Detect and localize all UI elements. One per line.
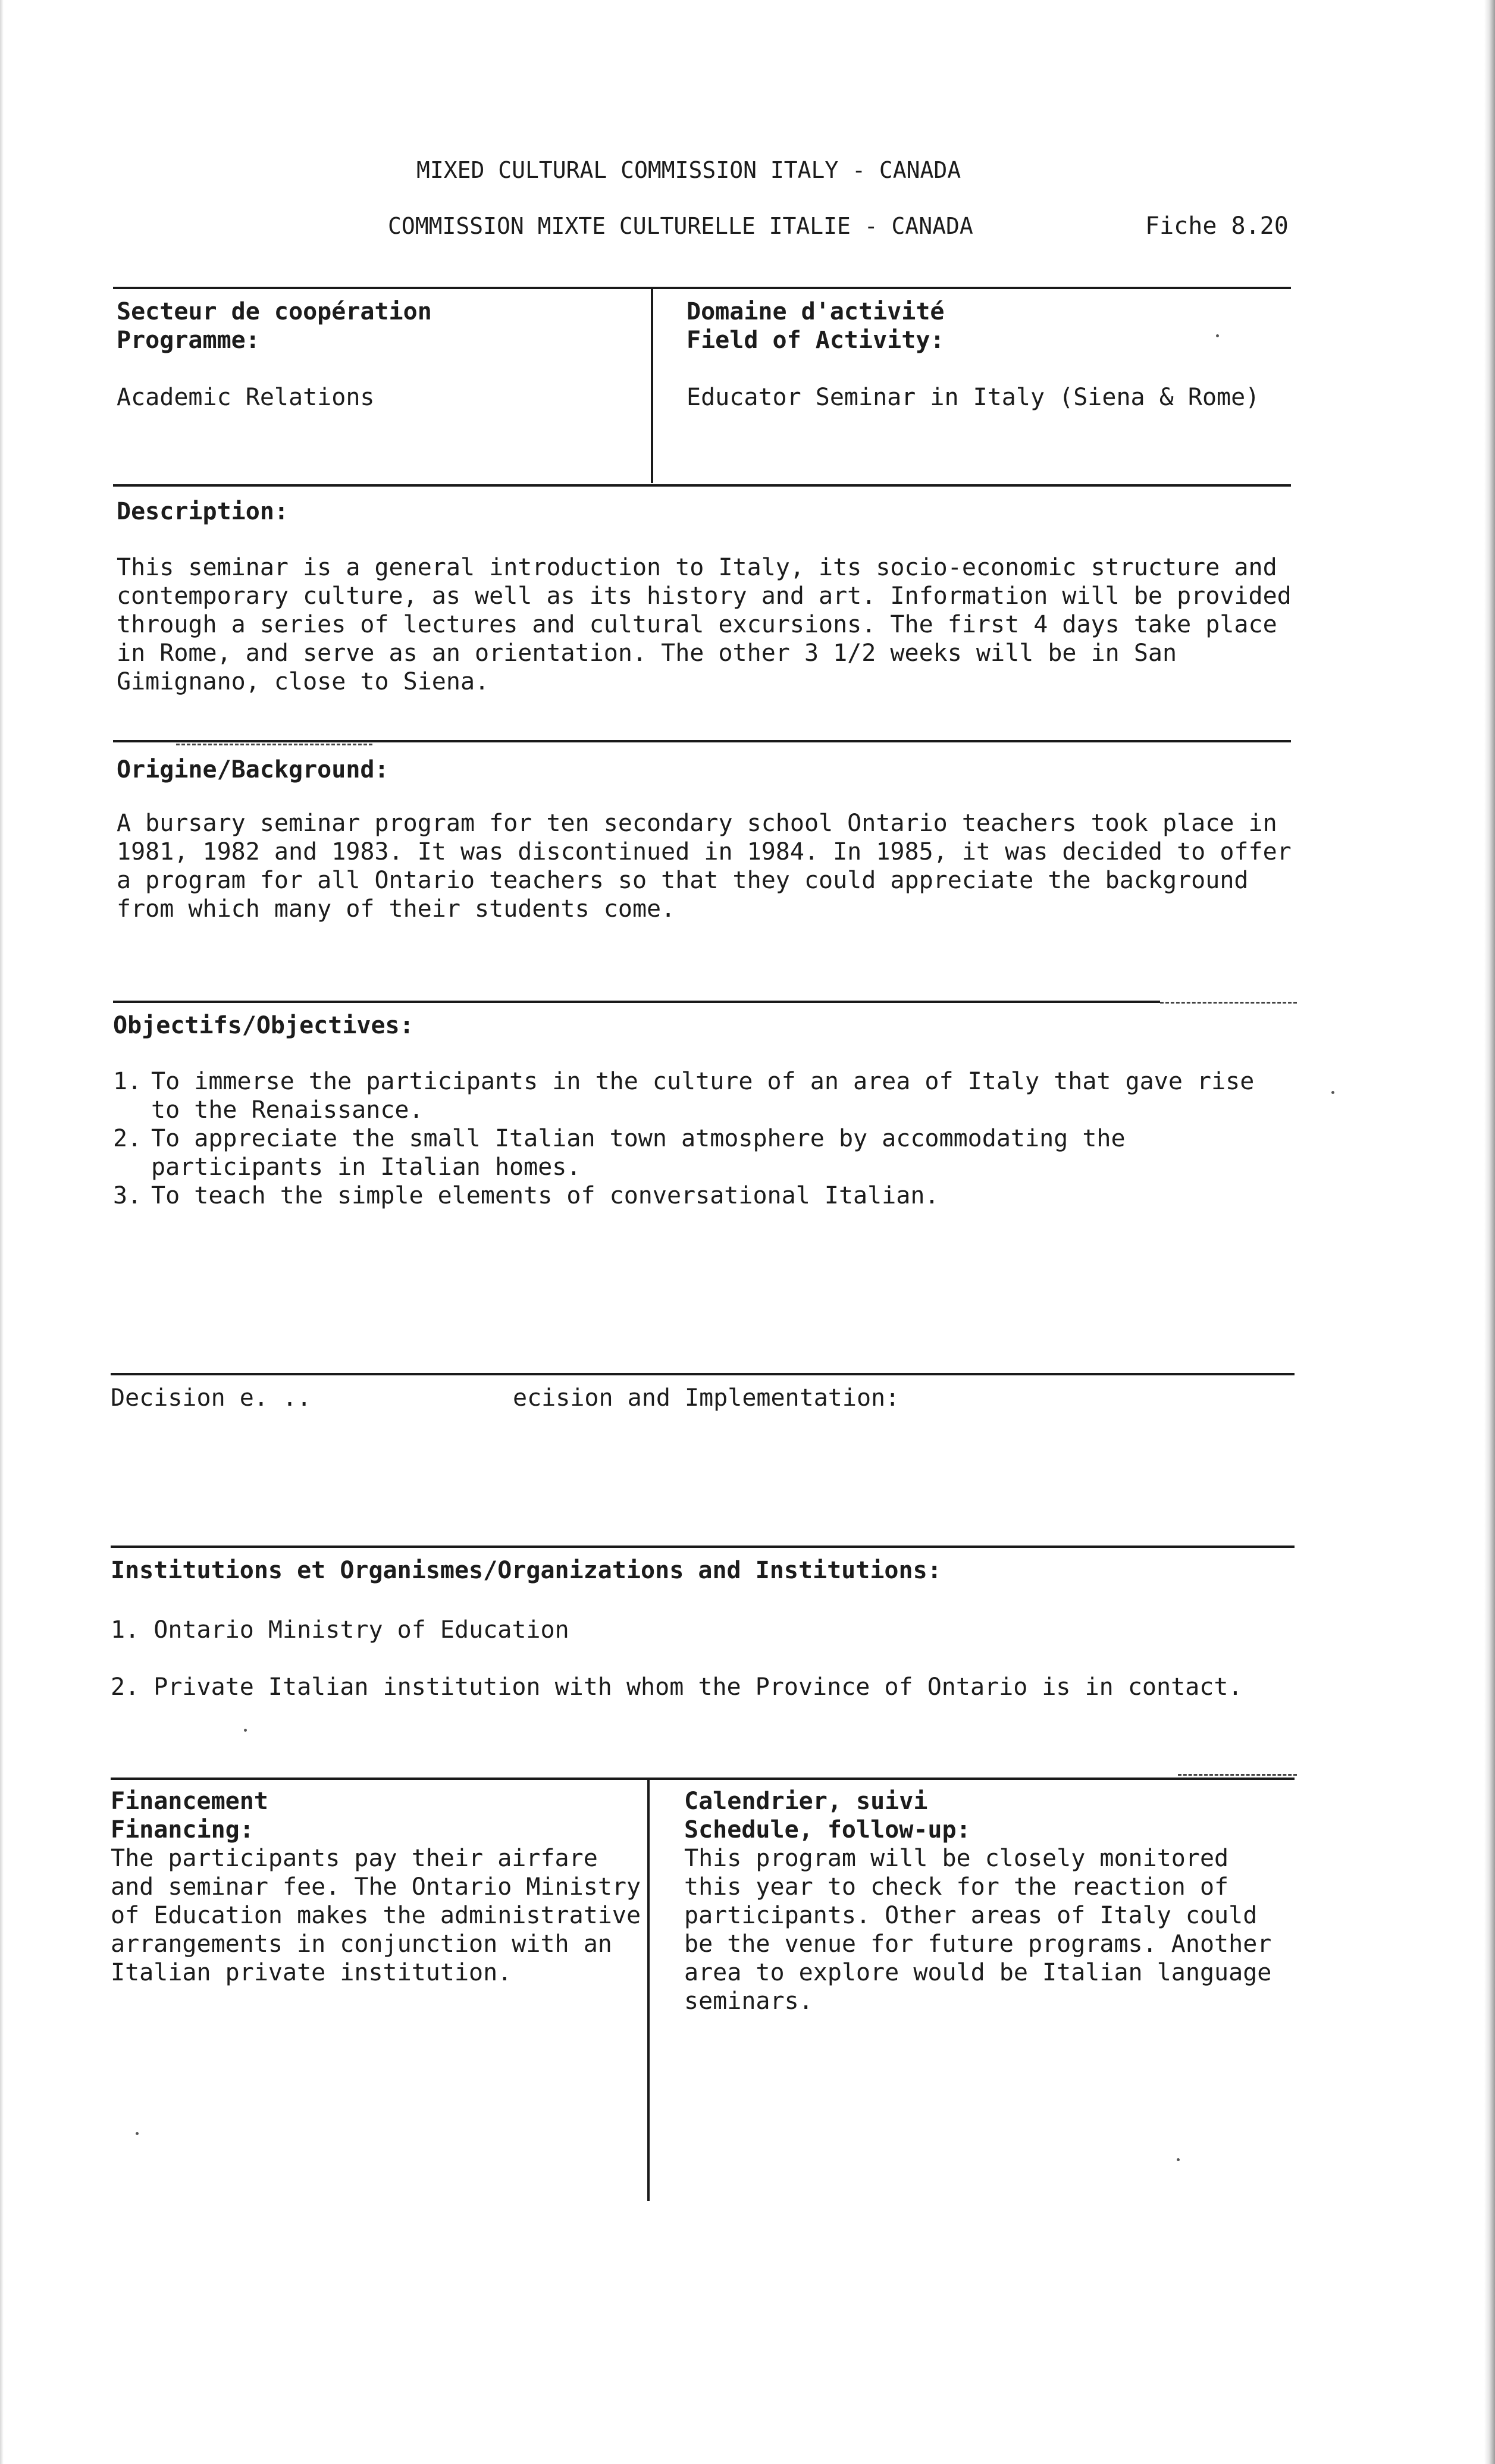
institution-text: Ontario Ministry of Education xyxy=(153,1616,569,1644)
decision-heading-right: ecision and Implementation: xyxy=(513,1384,900,1412)
institution-item-2 xyxy=(111,1673,1243,1701)
decision-rule xyxy=(111,1373,1295,1375)
objective-number: 1. xyxy=(113,1068,142,1095)
objective-text: To teach the simple elements of conversational Italian. xyxy=(151,1182,939,1209)
title-french: COMMISSION MIXTE CULTURELLE ITALIE - CANADA xyxy=(388,213,973,239)
objective-number: 2. xyxy=(113,1125,142,1152)
objective-text: To appreciate the small Italian town atmosphere by accommodating the participants in Italian homes. xyxy=(151,1125,1126,1181)
institutions-rule xyxy=(111,1546,1295,1548)
institution-text: Private Italian institution with whom the Province of Ontario is in contact. xyxy=(153,1673,1243,1701)
domain-value: Educator Seminar in Italy (Siena & Rome) xyxy=(687,384,1260,411)
objective-item xyxy=(113,1124,1291,1181)
top-box-divider xyxy=(651,287,653,483)
scan-left-edge xyxy=(0,0,4,2464)
scan-speck xyxy=(1331,1091,1334,1094)
institutions-heading: Institutions et Organismes/Organizations and Institutions: xyxy=(111,1557,942,1584)
scan-speck xyxy=(244,1729,247,1732)
background-rule xyxy=(113,740,1291,742)
scan-right-edge xyxy=(1484,0,1495,2464)
description-text: This seminar is a general introduction to Italy, its socio-economic structure and contemporary culture, as well as its history and art. Information will be provided through a series of lectures and cultural excursions. The first 4 days take place in Rome, and serve as an orientation. The other 3 1/2 weeks will be in San Gimignano, close to Siena. xyxy=(117,554,1292,695)
top-box-bottom-rule xyxy=(113,484,1291,487)
scan-speck xyxy=(1216,334,1219,337)
objectives-dashed-rule xyxy=(1160,1002,1297,1004)
bottom-box-divider xyxy=(647,1779,650,2201)
objectives-heading: Objectifs/Objectives: xyxy=(113,1012,414,1039)
bottom-box-dashed-rule xyxy=(1178,1774,1297,1776)
domain-label: Domaine d'activité Field of Activity: xyxy=(687,298,945,354)
objective-text: To immerse the participants in the culture of an area of Italy that gave rise to the Renaissance. xyxy=(151,1068,1255,1124)
decision-heading-left: Decision e. .. xyxy=(111,1384,312,1412)
objective-item xyxy=(113,1067,1291,1124)
financing-label: Financement Financing: xyxy=(111,1788,268,1844)
top-rule xyxy=(113,287,1291,289)
sector-label: Secteur de coopération Programme: xyxy=(117,298,432,354)
objective-number: 3. xyxy=(113,1182,142,1209)
background-text: A bursary seminar program for ten secondary school Ontario teachers took place in 1981, 1982 and 1983. It was discontinued in 1984. In 1985, it was decided to offer a program for all Ontario teachers so that they could appreciate the background from which many of their students come. xyxy=(117,810,1292,923)
background-heading: Origine/Background: xyxy=(117,756,389,783)
institution-item-1 xyxy=(111,1616,569,1644)
description-heading: Description: xyxy=(117,498,289,525)
institution-number: 1. xyxy=(111,1616,140,1644)
fiche-number: Fiche 8.20 xyxy=(1145,212,1289,240)
institution-number: 2. xyxy=(111,1673,140,1701)
objectives-rule xyxy=(113,1001,1160,1003)
schedule-text: This program will be closely monitored this year to check for the reaction of participants. Other areas of Italy could be the venue for future programs. Another area to explore would be Italian language seminars. xyxy=(684,1845,1272,2015)
title-english: MIXED CULTURAL COMMISSION ITALY - CANADA xyxy=(416,157,961,183)
objectives-list xyxy=(113,1067,1291,1210)
scan-speck xyxy=(1177,2158,1180,2161)
sector-value: Academic Relations xyxy=(117,384,375,411)
background-dashed-rule xyxy=(176,744,372,745)
scan-speck xyxy=(136,2132,139,2135)
financing-text: The participants pay their airfare and seminar fee. The Ontario Ministry of Education makes the administrative arrangements in conjunction with an Italian private institution. xyxy=(111,1845,641,1986)
bottom-box-rule xyxy=(111,1778,1295,1780)
objective-item xyxy=(113,1181,1291,1210)
schedule-label: Calendrier, suivi Schedule, follow-up: xyxy=(684,1788,971,1844)
